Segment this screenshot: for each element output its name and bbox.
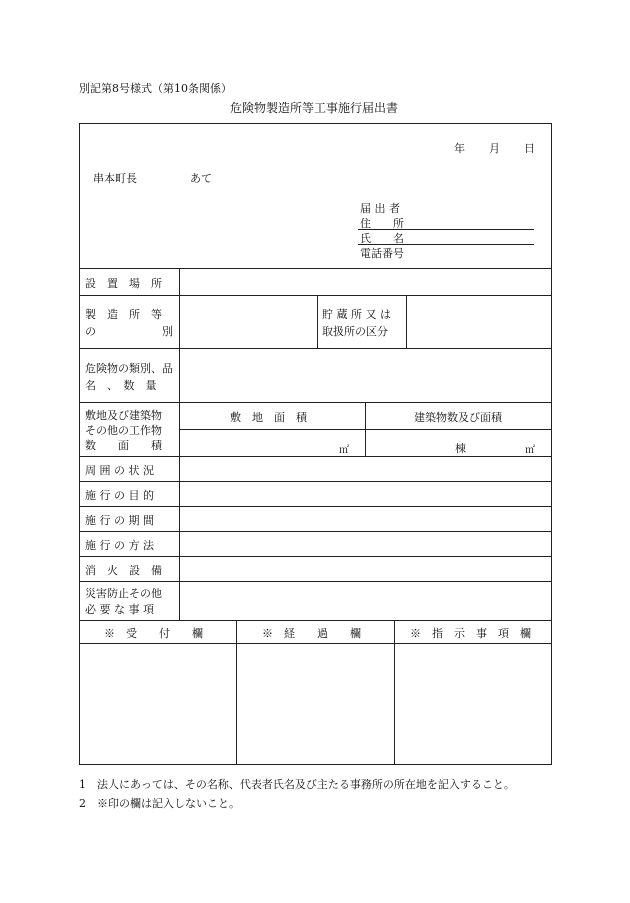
row-divider <box>79 348 552 349</box>
disaster-label-2: 必 要 な 事 項 <box>85 603 154 616</box>
row-divider <box>79 295 552 296</box>
note-2: 2 ※印の欄は記入しないこと。 <box>79 797 240 810</box>
site-label-3: 数 面 積 <box>85 439 162 452</box>
reception-column-header: ※ 受 付 欄 <box>104 627 203 640</box>
row-divider <box>79 531 552 532</box>
row-divider <box>79 456 552 457</box>
storage-label-2: 取扱所の区分 <box>322 325 388 338</box>
building-area-unit: ㎡ <box>525 445 535 456</box>
instructions-column-header: ※ 指 示 事 項 欄 <box>410 627 531 640</box>
method-label: 施 行 の 方 法 <box>85 539 154 552</box>
hazmat-label: 危険物の類別、品 <box>85 362 173 375</box>
label-column-divider <box>179 268 180 620</box>
row-divider <box>79 402 552 403</box>
facility-label-type: 別 <box>162 325 173 338</box>
column-divider <box>365 402 366 456</box>
site-area-unit: ㎡ <box>339 445 349 456</box>
site-label: 敷地及び建築物 <box>85 409 162 422</box>
phone-label: 電話番号 <box>360 247 404 260</box>
name-label: 氏 名 <box>360 232 404 245</box>
hazmat-label-2: 名 、 数 量 <box>85 379 157 392</box>
period-label: 施 行 の 期 間 <box>85 514 154 527</box>
building-header: 建築物数及び面積 <box>414 411 502 424</box>
row-divider <box>79 481 552 482</box>
facility-label-of: の <box>85 325 96 338</box>
date-day-label: 日 <box>524 142 535 155</box>
progress-column-header: ※ 経 過 欄 <box>262 627 361 640</box>
surroundings-label: 周 囲 の 状 況 <box>85 464 154 477</box>
building-count-unit: 棟 <box>455 442 466 455</box>
row-divider <box>79 581 552 582</box>
site-label-2: その他の工作物 <box>85 424 162 437</box>
form-number: 別記第8号様式（第10条関係） <box>79 82 232 95</box>
fire-equipment-label: 消 火 設 備 <box>85 564 162 577</box>
column-divider <box>406 295 407 348</box>
row-divider <box>79 556 552 557</box>
row-divider <box>79 620 552 621</box>
date-year-label: 年 <box>454 142 465 155</box>
note-1: 1 法人にあっては、その名称、代表者氏名及び主たる事務所の所在地を記入すること。 <box>79 778 515 791</box>
column-divider <box>317 295 318 348</box>
location-label: 設 置 場 所 <box>85 277 162 290</box>
facility-label: 製 造 所 等 <box>85 308 162 321</box>
address-label: 住 所 <box>360 217 404 230</box>
row-divider <box>79 506 552 507</box>
disaster-label: 災害防止その他 <box>85 587 162 600</box>
row-divider <box>79 268 552 269</box>
office-column-divider <box>394 620 395 765</box>
addressee-suffix: あて <box>190 172 212 185</box>
office-column-divider <box>236 620 237 765</box>
storage-label: 貯 蔵 所 又 は <box>322 308 391 321</box>
addressee: 串本町長 <box>93 172 137 185</box>
date-month-label: 月 <box>489 142 500 155</box>
row-divider <box>79 643 552 644</box>
form-title: 危険物製造所等工事施行届出書 <box>230 101 399 115</box>
applicant-label: 届 出 者 <box>360 202 400 215</box>
purpose-label: 施 行 の 目 的 <box>85 489 154 502</box>
site-area-header: 敷 地 面 積 <box>230 411 307 424</box>
